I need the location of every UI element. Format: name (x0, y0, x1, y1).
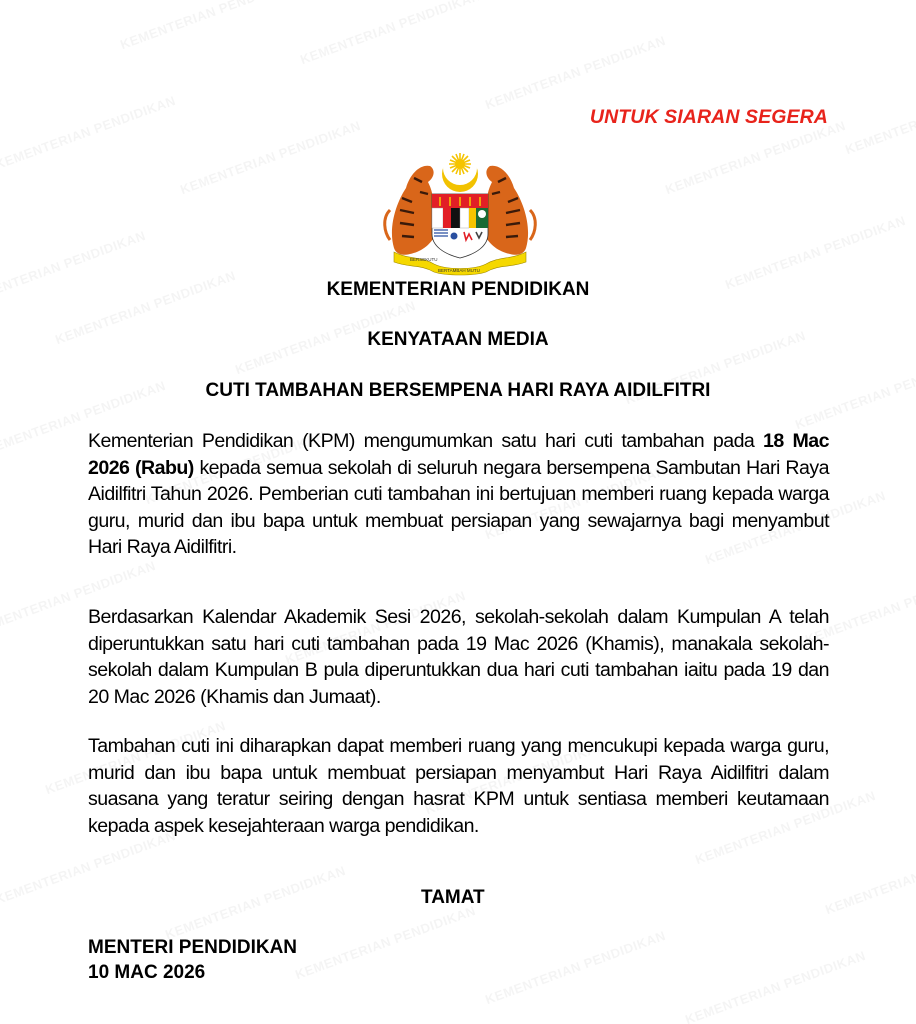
watermark (118, 0, 302, 52)
watermark (483, 33, 667, 112)
paragraph-1-text-start: Kementerian Pendidikan (KPM) mengumumkan satu hari cuti tambahan pada (88, 430, 764, 452)
watermark (683, 948, 867, 1024)
holiday-date-highlight: 18 Mac 2026 (Rabu) (88, 430, 829, 479)
malaysia-coat-of-arms-icon (380, 148, 540, 276)
document-type-heading: KENYATAAN MEDIA (367, 329, 549, 350)
watermark (843, 78, 916, 157)
signature-block (88, 935, 297, 985)
paragraph-3: Tambahan cuti ini diharapkan dapat memberi ruang yang mencukupi kepada warga guru, murid dan ibu bapa untuk membuat persiapan menyambut Hari Raya Aidilfitri dalam suasana yang teratur seiring dengan hasrat KPM untuk sentiasa memberi keutamaan kepada aspek kesejahteraan warga pendidikan. (88, 735, 829, 837)
watermark (823, 838, 916, 917)
paragraph-2: Berdasarkan Kalendar Akademik Sesi 2026, sekolah-sekolah dalam Kumpulan A telah diperuntukkan satu hari cuti tambahan pada 19 Mac 2026 (Khamis), manakala sekolah-sekolah dalam Kumpulan B pula diperuntukkan dua hari cuti tambahan iaitu pada 19 dan 20 Mac 2026 (Khamis dan Jumaat). (88, 606, 829, 708)
crest-motto-bottom: BERTAMBAH MUTU (438, 268, 480, 273)
ministry-heading: KEMENTERIAN PENDIDIKAN (326, 279, 590, 300)
crest-motto-left: BERSEKUTU (410, 257, 438, 262)
watermark (0, 93, 178, 172)
watermark (298, 0, 482, 67)
watermark (163, 863, 347, 942)
watermark (293, 903, 477, 982)
statement-date: 10 MAC 2026 (88, 962, 206, 983)
end-marker: TAMAT (421, 887, 485, 908)
watermark (483, 928, 667, 1007)
watermark (0, 828, 178, 907)
watermark (663, 118, 847, 197)
signatory: MENTERI PENDIDIKAN (88, 937, 298, 958)
release-tag: UNTUK SIARAN SEGERA (589, 106, 828, 128)
paragraph-1 (88, 428, 829, 561)
paragraph-1-text-end: kepada semua sekolah di seluruh negara bersempena Sambutan Hari Raya Aidilfitri Tahun 2026. Pemberian cuti tambahan ini bertujuan memberi ruang kepada warga guru, murid dan ibu bapa untuk membuat persiapan yang sewajarnya bagi menyambut Hari Raya Aidilfitri. (88, 456, 829, 558)
document-title: CUTI TAMBAHAN BERSEMPENA HARI RAYA AIDILFITRI (205, 380, 711, 401)
watermark (178, 118, 362, 197)
